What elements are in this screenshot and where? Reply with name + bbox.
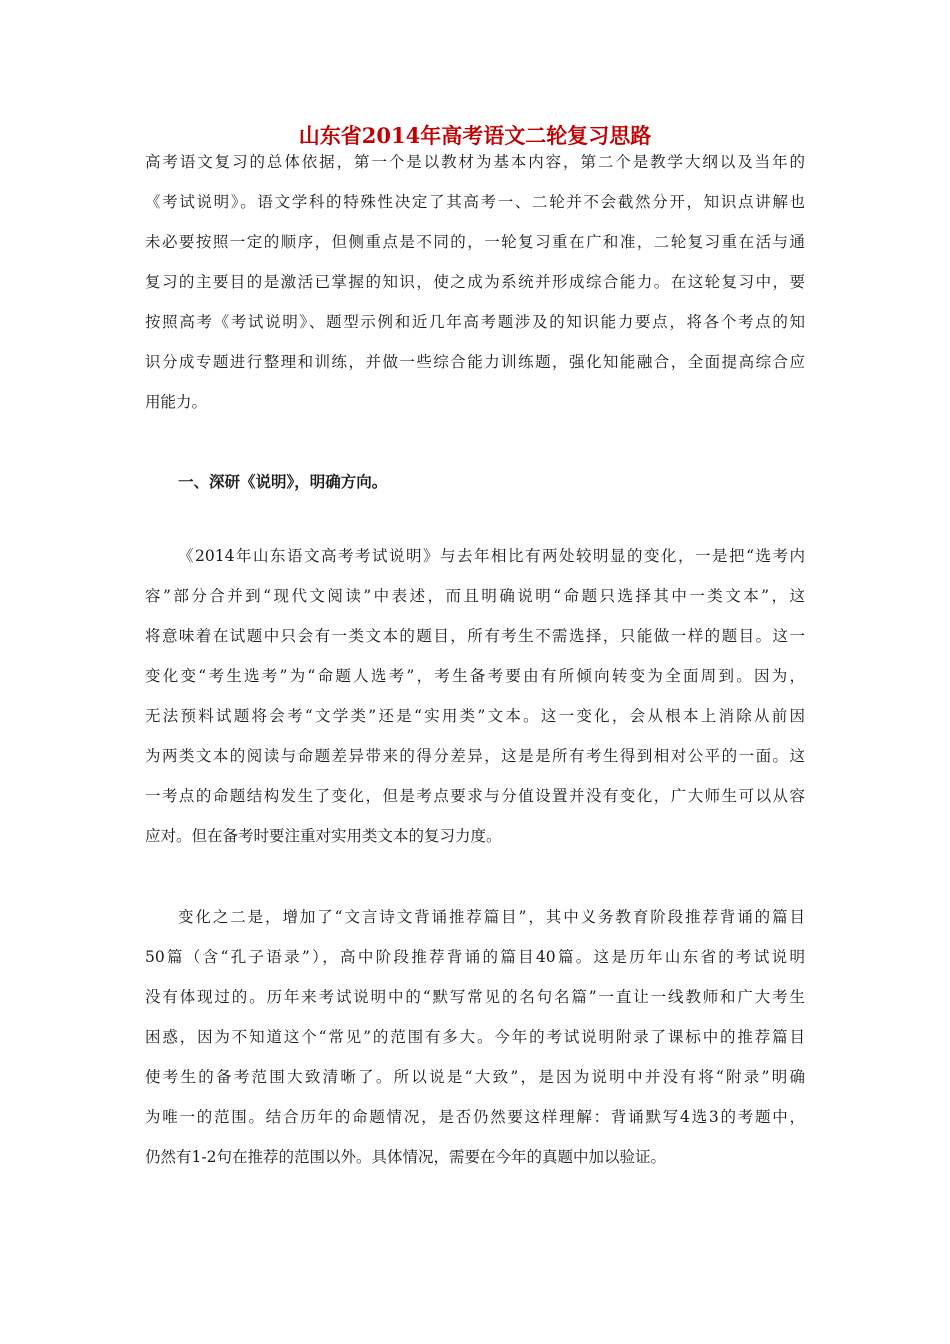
paragraph-exam-changes — [145, 536, 805, 856]
paragraph-line: 为唯一的范围。结合历年的命题情况，是否仍然要这样理解：背诵默写4选3的考题中， — [145, 1108, 805, 1126]
intro-line: 未必要按照一定的顺序，但侧重点是不同的，一轮复习重在广和准，二轮复习重在活与通 — [145, 233, 805, 251]
intro-line: 按照高考《考试说明》、题型示例和近几年高考题涉及的知识能力要点，将各个考点的知 — [145, 313, 805, 331]
intro-line: 识分成专题进行整理和训练，并做一些综合能力训练题，强化知能融合，全面提高综合应 — [145, 353, 805, 371]
paragraph-line: 变化之二是，增加了“文言诗文背诵推荐篇目”，其中义务教育阶段推荐背诵的篇目 — [178, 908, 805, 926]
section-heading: 一、深研《说明》，明确方向。 — [178, 472, 388, 491]
paragraph-line: 容”部分合并到“现代文阅读”中表述，而且明确说明“命题只选择其中一类文本”，这 — [145, 587, 805, 605]
paragraph-line: 50篇（含“孔子语录”），高中阶段推荐背诵的篇目40篇。这是历年山东省的考试说明 — [145, 948, 805, 966]
document-title: 山东省2014年高考语文二轮复习思路 — [298, 123, 652, 148]
paragraph-line: 无法预料试题将会考“文学类”还是“实用类”文本。这一变化，会从根本上消除从前因 — [145, 707, 805, 725]
paragraph-line: 应对。但在备考时要注重对实用类文本的复习力度。 — [145, 827, 502, 845]
intro-paragraph — [145, 142, 805, 422]
paragraph-recitation — [145, 897, 805, 1177]
paragraph-line: 仍然有1-2句在推荐的范围以外。具体情况，需要在今年的真题中加以验证。 — [145, 1148, 666, 1166]
intro-line: 高考语文复习的总体依据，第一个是以教材为基本内容，第二个是教学大纲以及当年的 — [145, 153, 805, 171]
intro-line: 复习的主要目的是激活已掌握的知识，使之成为系统并形成综合能力。在这轮复习中，要 — [145, 273, 805, 291]
paragraph-line: 困惑，因为不知道这个“常见”的范围有多大。今年的考试说明附录了课标中的推荐篇目 — [145, 1028, 805, 1046]
paragraph-line: 变化变“考生选考”为“命题人选考”，考生备考要由有所倾向转变为全面周到。因为， — [145, 667, 805, 685]
intro-line: 《考试说明》。语文学科的特殊性决定了其高考一、二轮并不会截然分开，知识点讲解也 — [145, 193, 805, 211]
intro-line: 用能力。 — [145, 393, 208, 411]
paragraph-line: 一考点的命题结构发生了变化，但是考点要求与分值设置并没有变化，广大师生可以从容 — [145, 787, 805, 805]
paragraph-line: 将意味着在试题中只会有一类文本的题目，所有考生不需选择，只能做一样的题目。这一 — [145, 627, 805, 645]
paragraph-line: 为两类文本的阅读与命题差异带来的得分差异，这是是所有考生得到相对公平的一面。这 — [145, 747, 805, 765]
paragraph-line: 使考生的备考范围大致清晰了。所以说是“大致”，是因为说明中并没有将“附录”明确 — [145, 1068, 805, 1086]
paragraph-line: 没有体现过的。历年来考试说明中的“默写常见的名句名篇”一直让一线教师和广大考生 — [145, 988, 805, 1006]
paragraph-line: 《2014年山东语文高考考试说明》与去年相比有两处较明显的变化，一是把“选考内 — [178, 547, 805, 565]
